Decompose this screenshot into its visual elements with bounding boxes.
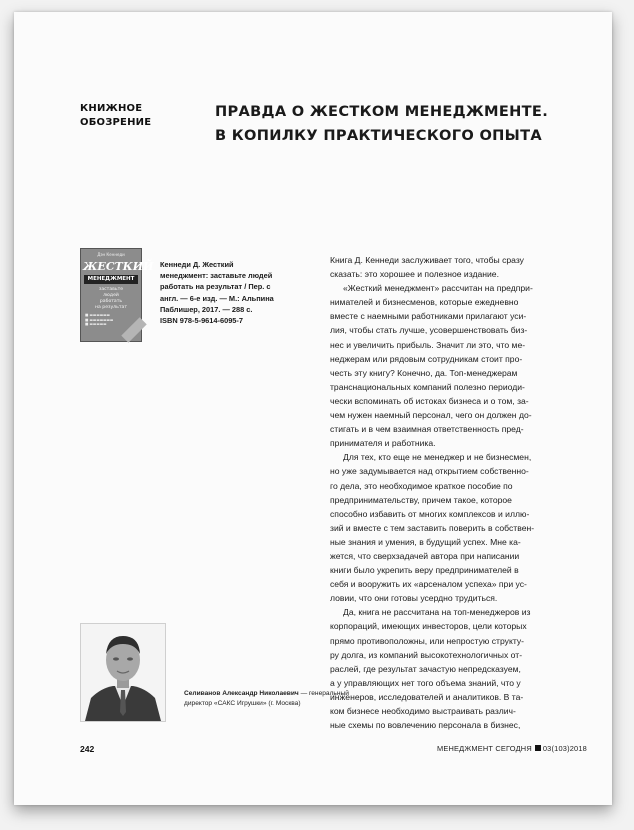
- section-label-line: ОБОЗРЕНИЕ: [80, 117, 152, 128]
- section-label: [80, 102, 190, 130]
- book-cover-badge: [121, 317, 146, 342]
- article-title-line: В КОПИЛКУ ПРАКТИЧЕСКОГО ОПЫТА: [215, 127, 542, 144]
- book-cover-subtitle: [83, 287, 139, 311]
- body-text-line: Книга Д. Кеннеди заслуживает того, чтобы сразу: [330, 255, 524, 265]
- body-text-line: сказать: это хорошее и полезное издание.: [330, 269, 499, 280]
- body-text-line: нес и увеличить прибыль. Значит ли это, что ме-: [330, 339, 526, 350]
- body-text-line: вместе с наемными работниками прилагают уси-: [330, 311, 527, 322]
- body-text-line: способно избавить от многих комплексов и иллю-: [330, 508, 530, 519]
- body-text-line: но уже задумывается над открытием собственно-: [330, 466, 529, 477]
- body-text-line: лия, чтобы стать лучше, усовершенствовать биз-: [330, 325, 528, 336]
- body-text-line: раслей, где результат зачастую непредсказуем,: [330, 663, 521, 674]
- body-text-line: транснациональных компаний полезно периоди-: [330, 381, 525, 392]
- book-cover-title-band: МЕНЕДЖМЕНТ: [84, 275, 138, 284]
- book-reference-line: англ. — 6-е изд. — М.: Альпина: [160, 293, 274, 303]
- body-text-line: ловии, что они готовы усердно трудиться.: [330, 593, 498, 604]
- square-icon: [535, 745, 541, 751]
- author-photo: [80, 623, 166, 722]
- body-text-line: стигать и в чем взаимная ответственность пред-: [330, 424, 524, 435]
- book-reference-line: менеджмент: заставьте людей: [160, 271, 273, 281]
- body-text-line: жется, что сверхзадачей автора при написании: [330, 550, 520, 561]
- book-cover-image: [80, 248, 154, 342]
- body-text-line: неджерам или рядовым сотрудникам стоит про-: [330, 353, 523, 364]
- body-text-line: ные схемы по вовлечению персонала в бизнес,: [330, 720, 521, 731]
- book-reference-line: Кеннеди Д. Жесткий: [160, 260, 234, 269]
- journal-issue: 03(103)2018: [542, 744, 587, 753]
- book-cover-author: Дэн Кеннеди: [97, 252, 125, 257]
- author-role-line: директор «САКС Игрушки» (г. Москва): [184, 700, 301, 708]
- body-text-line: ные знания и умения, в будущий успех. Мне ка-: [330, 536, 521, 547]
- section-label-line: КНИЖНОЕ: [80, 103, 143, 114]
- body-text-line: себя и вооружить их «арсеналом успеха» при ус-: [330, 579, 527, 590]
- author-portrait-icon: [81, 624, 165, 721]
- body-text-line: предпринимательству, причем такое, которое: [330, 494, 512, 505]
- body-text-line: нимателей и бизнесменов, которые ежедневно: [330, 297, 519, 308]
- body-text-line: «Жесткий менеджмент» рассчитан на предпри-: [343, 283, 533, 294]
- book-reference-line: Паблишер, 2017. — 288 с.: [160, 304, 253, 314]
- book-cover-title: ЖЕСТКИЙ: [83, 260, 154, 273]
- body-text-line: ком бизнесе необходимо выстраивать различ-: [330, 706, 516, 716]
- book-cover-subtitle-line: заставьте: [98, 287, 124, 292]
- author-caption: [184, 689, 349, 710]
- book-reference-line: работать на результат / Пер. с: [160, 282, 271, 292]
- article-title-line: ПРАВДА О ЖЕСТКОМ МЕНЕДЖМЕНТЕ.: [215, 103, 549, 120]
- book-reference-line: ISBN 978-5-9614-6095-7: [160, 316, 243, 326]
- body-text-line: а у управляющих нет того объема знаний, что у: [330, 677, 521, 688]
- body-text-line: чем нужен наемный персонал, чего он должен до-: [330, 410, 532, 421]
- book-cover-subtitle-line: людей: [103, 293, 119, 298]
- book-reference: [160, 259, 320, 326]
- journal-name: МЕНЕДЖМЕНТ СЕГОДНЯ: [436, 744, 532, 753]
- body-text-line: честь эту книгу? Конечно, да. Топ-менеджерам: [330, 367, 518, 378]
- article-title: [215, 100, 595, 148]
- book-cover-subtitle-line: на результат: [95, 305, 127, 310]
- body-text-line: Да, книга не рассчитана на топ-менеджеров из: [343, 607, 531, 618]
- magazine-page: [14, 12, 612, 805]
- book-cover-list: ■ ▬▬▬▬▬▬ ■ ▬▬▬▬▬▬▬ ■ ▬▬▬▬▬: [85, 313, 114, 327]
- journal-footer: [437, 743, 587, 755]
- page-number: 242: [80, 744, 95, 754]
- body-text-line: прямо противоположны, или непростую структу-: [330, 635, 525, 646]
- body-text-line: ру долга, из компаний высокотехнологичных от-: [330, 649, 523, 660]
- body-text-line: зий и вместе с тем заставить поверить в собствен-: [330, 522, 535, 533]
- body-text-line: го дела, это необходимое краткое пособие по: [330, 480, 513, 491]
- body-text-line: принимателя и работника.: [330, 438, 436, 449]
- body-text-line: инженеров, исследователей и аналитиков. В та-: [330, 691, 524, 702]
- author-name: Селиванов Александр Николаевич: [184, 690, 299, 697]
- body-text-line: чески вспоминать об истоках бизнеса и о том, за-: [330, 395, 529, 406]
- book-cover-subtitle-line: работать: [99, 299, 123, 304]
- body-text-line: корпораций, имеющих инвесторов, цели которых: [330, 621, 527, 632]
- body-text-line: Для тех, кто еще не менеджер и не бизнесмен,: [343, 452, 532, 463]
- article-body: [330, 253, 600, 732]
- author-role: — генеральный: [298, 690, 349, 697]
- body-text-line: книги было укрепить веру предпринимателей в: [330, 565, 519, 576]
